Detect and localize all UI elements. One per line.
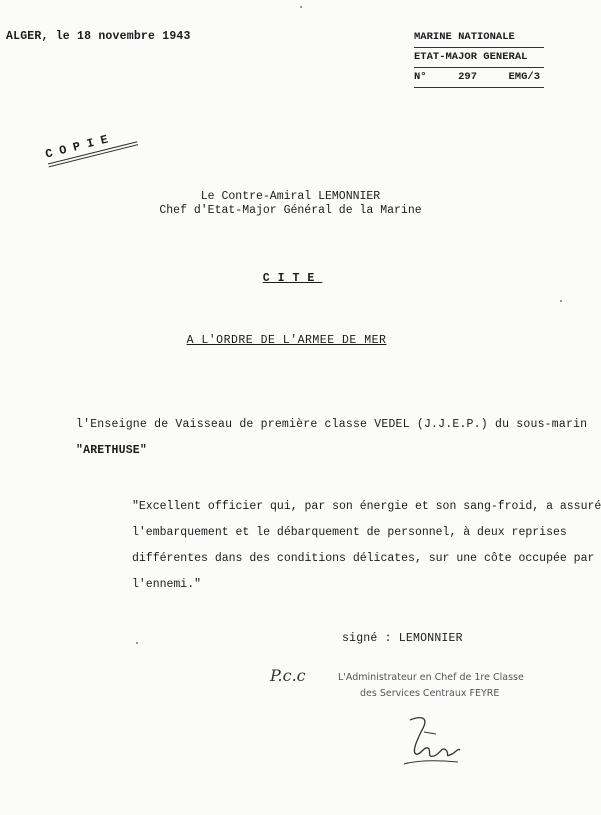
letterhead-rule (414, 87, 544, 88)
reference-number-row (414, 70, 544, 84)
subject-line-2: "ARETHUSE" (76, 444, 148, 457)
pcc-handwritten: P.c.c (270, 666, 306, 685)
place-date: ALGER, le 18 novembre 1943 (6, 30, 191, 43)
letterhead-line1: MARINE NATIONALE (414, 31, 515, 43)
handwritten-signature (396, 712, 466, 772)
number-label: N° (414, 71, 427, 83)
author-line-1: Le Contre-Amiral LEMONNIER (200, 190, 381, 203)
letterhead-block (414, 30, 544, 90)
citation-line: l'embarquement et le débarquement de personnel, à deux reprises (132, 526, 567, 539)
paper-speck (300, 6, 302, 8)
letterhead-rule (414, 67, 544, 68)
citation-text (132, 494, 601, 598)
cite-title: CITE (262, 272, 323, 285)
copy-stamp-text: COPIE (44, 130, 117, 162)
subject-line-1: l'Enseigne de Vaisseau de première classe VEDEL (J.J.E.P.) du sous-marin (76, 418, 588, 431)
admin-stamp-line-1: L'Administrateur en Chef de 1re Classe (338, 672, 524, 683)
signed-line: signé : LEMONNIER (342, 632, 463, 645)
paper-speck (560, 300, 562, 302)
copy-stamp (44, 126, 138, 168)
letterhead-rule (414, 47, 544, 48)
admin-stamp-line-2: des Services Centraux FEYRE (360, 688, 500, 699)
citation-line: différentes dans des conditions délicates, sur une côte occupée par (132, 552, 595, 565)
letterhead-line2: ETAT-MAJOR GENERAL (414, 51, 528, 63)
order-line: A L'ORDRE DE L'ARMEE DE MER (186, 334, 387, 347)
office-code: EMG/3 (508, 71, 540, 83)
reference-number: 297 (458, 71, 477, 83)
citation-line: "Excellent officier qui, par son énergie et son sang-froid, a assuré (132, 500, 601, 513)
author-line-2: Chef d'Etat-Major Général de la Marine (159, 204, 422, 217)
citation-line: l'ennemi." (132, 578, 202, 591)
paper-speck (136, 642, 138, 644)
